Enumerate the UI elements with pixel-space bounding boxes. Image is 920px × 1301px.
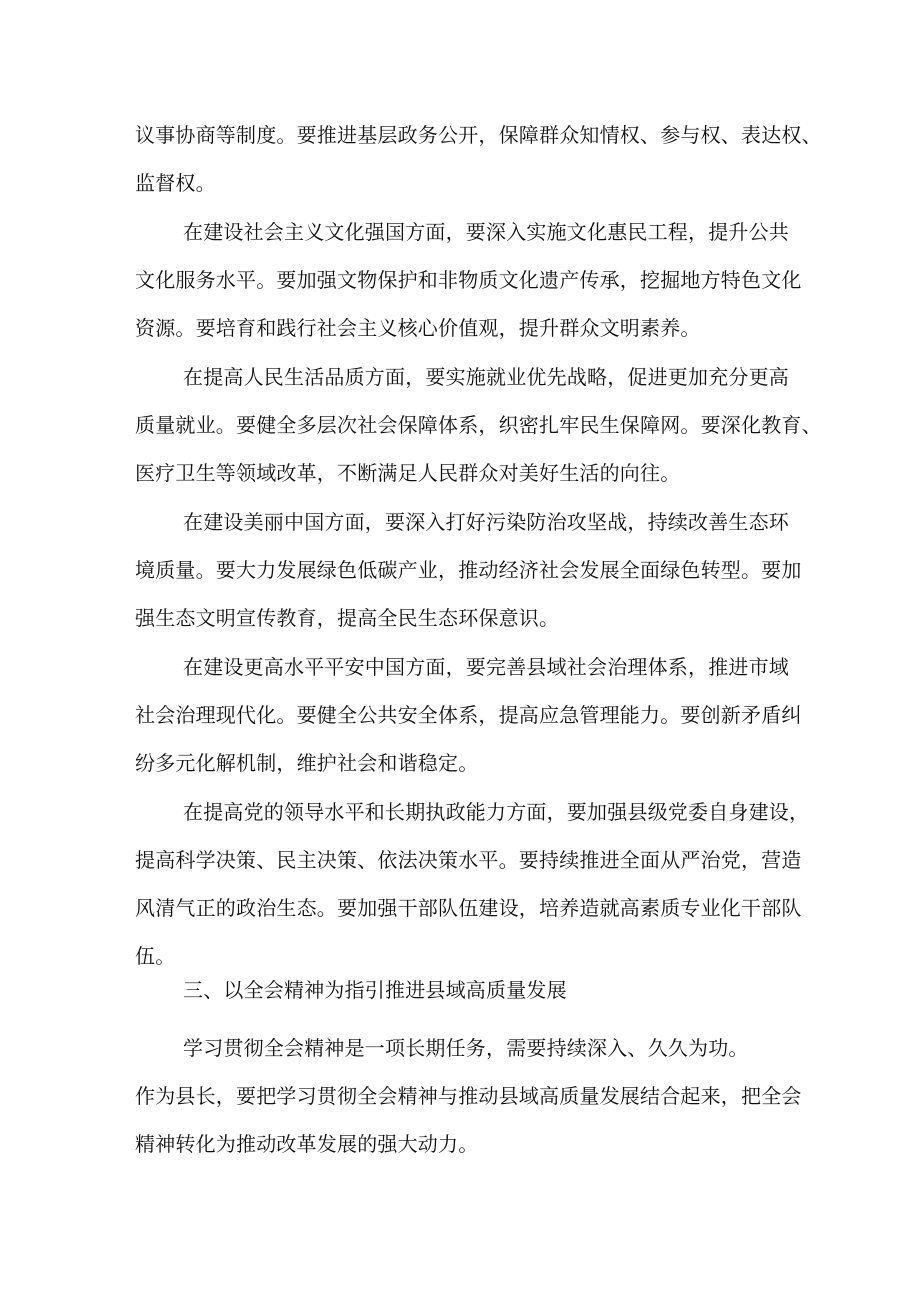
- section-heading: 三、以全会精神为指引推进县域高质量发展: [183, 978, 567, 1002]
- paragraph-start-line: 在建设社会主义文化强国方面，要深入实施文化惠民工程，提升公共: [183, 220, 789, 244]
- text-line: 境质量。要大力发展绿色低碳产业，推动经济社会发展全面绿色转型。要加: [135, 558, 802, 582]
- text-line: 质量就业。要健全多层次社会保障体系，织密扎牢民生保障网。要深化教育、: [135, 413, 822, 437]
- paragraph-start-line: 学习贯彻全会精神是一项长期任务，需要持续深入、久久为功。: [183, 1036, 749, 1060]
- text-line: 伍。: [135, 944, 176, 968]
- text-line: 强生态文明宣传教育，提高全民生态环保意识。: [135, 606, 560, 630]
- text-line: 风清气正的政治生态。要加强干部队伍建设，培养造就高素质专业化干部队: [135, 896, 802, 920]
- text-line: 监督权。: [135, 171, 216, 195]
- text-line: 提高科学决策、民主决策、依法决策水平。要持续推进全面从严治党，营造: [135, 848, 802, 872]
- text-line: 资源。要培育和践行社会主义核心价值观，提升群众文明素养。: [135, 316, 701, 340]
- text-line: 议事协商等制度。要推进基层政务公开，保障群众知情权、参与权、表达权、: [135, 123, 822, 147]
- text-line: 文化服务水平。要加强文物保护和非物质文化遗产传承，挖掘地方特色文化: [135, 268, 802, 292]
- paragraph-start-line: 在建设更高水平平安中国方面，要完善县域社会治理体系，推进市域: [183, 655, 789, 679]
- paragraph-start-line: 在提高党的领导水平和长期执政能力方面，要加强县级党委自身建设，: [183, 800, 810, 824]
- text-line: 精神转化为推动改革发展的强大动力。: [135, 1132, 479, 1156]
- text-line: 社会治理现代化。要健全公共安全体系，提高应急管理能力。要创新矛盾纠: [135, 703, 802, 727]
- text-line: 医疗卫生等领域改革，不断满足人民群众对美好生活的向往。: [135, 461, 681, 485]
- text-line: 作为县长，要把学习贯彻全会精神与推动县域高质量发展结合起来，把全会: [135, 1084, 802, 1108]
- paragraph-start-line: 在提高人民生活品质方面，要实施就业优先战略，促进更加充分更高: [183, 365, 789, 389]
- paragraph-start-line: 在建设美丽中国方面，要深入打好污染防治攻坚战，持续改善生态环: [183, 510, 789, 534]
- text-line: 纷多元化解机制，维护社会和谐稳定。: [135, 751, 479, 775]
